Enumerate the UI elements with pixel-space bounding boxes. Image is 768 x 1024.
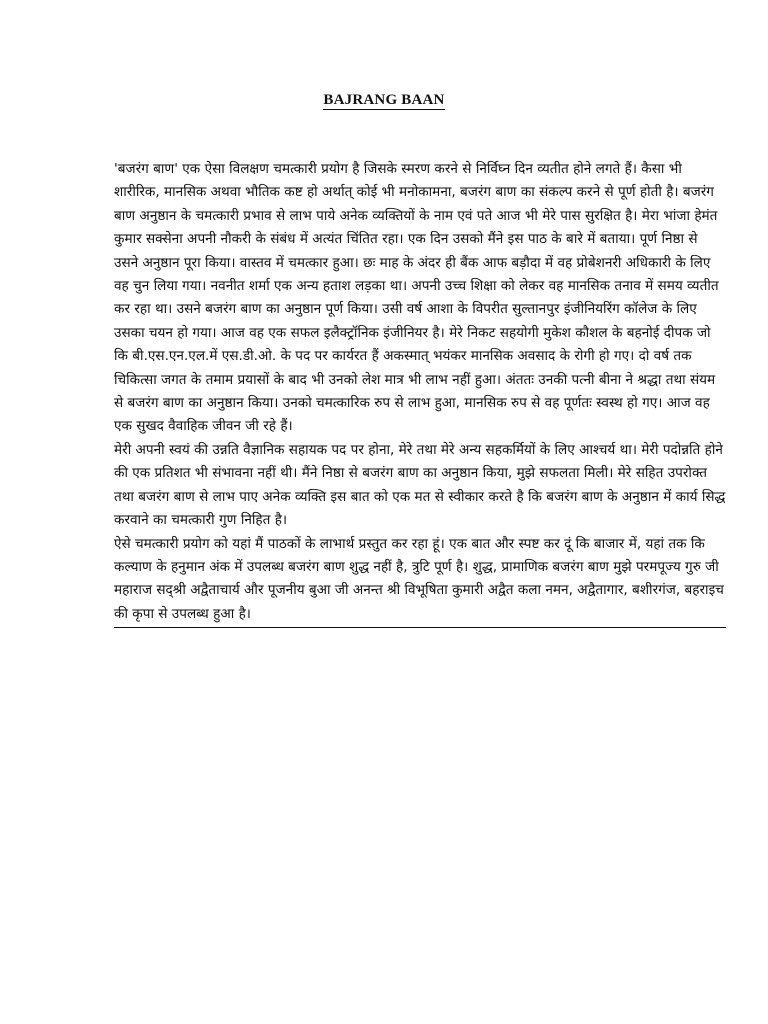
document-title xyxy=(0,92,768,109)
paragraph-1: 'बजरंग बाण' एक ऐसा विलक्षण चमत्कारी प्रयोग है जिसके स्मरण करने से निर्विघ्न दिन व्यतीत होने लगते हैं। कैसा भी शारीरिक, मानसिक अथवा भौतिक कष्ट हो अर्थात् कोई भी मनोकामना, बजरंग बाण का संकल्प करने से पूर्ण होती है। बजरंग बाण अनुष्ठान के चमत्कारी प्रभाव से लाभ पाये अनेक व्यक्तियों के नाम एवं पते आज भी मेरे पास सुरक्षित है। मेरा भांजा हेमंत कुमार सक्सेना अपनी नौकरी के संबंध में अत्यंत चिंतित रहा। एक दिन उसको मैंने इस पाठ के बारे में बताया। पूर्ण निष्ठा से उसने अनुष्ठान पूरा किया। वास्तव में चमत्कार हुआ। छः माह के अंदर ही बैंक आफ बड़ौदा में वह प्रोबेशनरी अधिकारी के लिए वह चुन लिया गया। नवनीत शर्मा एक अन्य हताश लड़का था। अपनी उच्च शिक्षा को लेकर वह मानसिक तनाव में समय व्यतीत कर रहा था। उसने बजरंग बाण का अनुष्ठान पूर्ण किया। उसी वर्ष आशा के विपरीत सुल्तानपुर इंजीनियरिंग कॉलेज के लिए उसका चयन हो गया। आज वह एक सफल इलैक्ट्रॉनिक इंजीनियर है। मेरे निकट सहयोगी मुकेश कौशल के बहनोई दीपक जो कि बी.एस.एन.एल.में एस.डी.ओ. के पद पर कार्यरत हैं अकस्मात् भयंकर मानसिक अवसाद के रोगी हो गए। दो वर्ष तक चिकित्सा जगत के तमाम प्रयासों के बाद भी उनको लेश मात्र भी लाभ नहीं हुआ। अंततः उनकी पत्नी बीना ने श्रद्धा तथा संयम से बजरंग बाण का अनुष्ठान किया। उनको चमत्कारिक रुप से लाभ हुआ, मानसिक रुप से वह पूर्णतः स्वस्थ हो गए। आज वह एक सुखद वैवाहिक जीवन जी रहे हैं। xyxy=(114,161,719,435)
paragraph-2: मेरी अपनी स्वयं की उन्नति वैज्ञानिक सहायक पद पर होना, मेरे तथा मेरे अन्य सहकर्मियों के लिए आश्चर्य था। मेरी पदोन्नति होने की एक प्रतिशत भी संभावना नहीं थी। मैंने निष्ठा से बजरंग बाण का अनुष्ठान किया, मुझे सफलता मिली। मेरे सहित उपरोक्त तथा बजरंग बाण से लाभ पाए अनेक व्यक्ति इस बात को एक मत से स्वीकार करते है कि बजरंग बाण के अनुष्ठान में कार्य सिद्ध करवाने का चमत्कारी गुण निहित है। xyxy=(114,441,726,529)
paragraph-3: ऐसे चमत्कारी प्रयोग को यहां मैं पाठकों के लाभार्थ प्रस्तुत कर रहा हूं। एक बात और स्पष्ट कर दूं कि बाजार में, यहां तक कि कल्याण के हनुमान अंक में उपलब्ध बजरंग बाण शुद्ध नहीं है, त्रुटि पूर्ण है। शुद्ध, प्रामाणिक बजरंग बाण मुझे परमपूज्य गुरु जी महाराज सद्श्री अद्वैताचार्य और पूजनीय बुआ जी अनन्त श्री विभूषिता कुमारी अद्वैत कला नमन, अद्वैतागार, बशीरगंज, बहराइच की कृपा से उपलब्ध हुआ है। xyxy=(114,533,726,629)
document-body xyxy=(114,158,726,628)
document-title-text: BAJRANG BAAN xyxy=(323,92,445,108)
